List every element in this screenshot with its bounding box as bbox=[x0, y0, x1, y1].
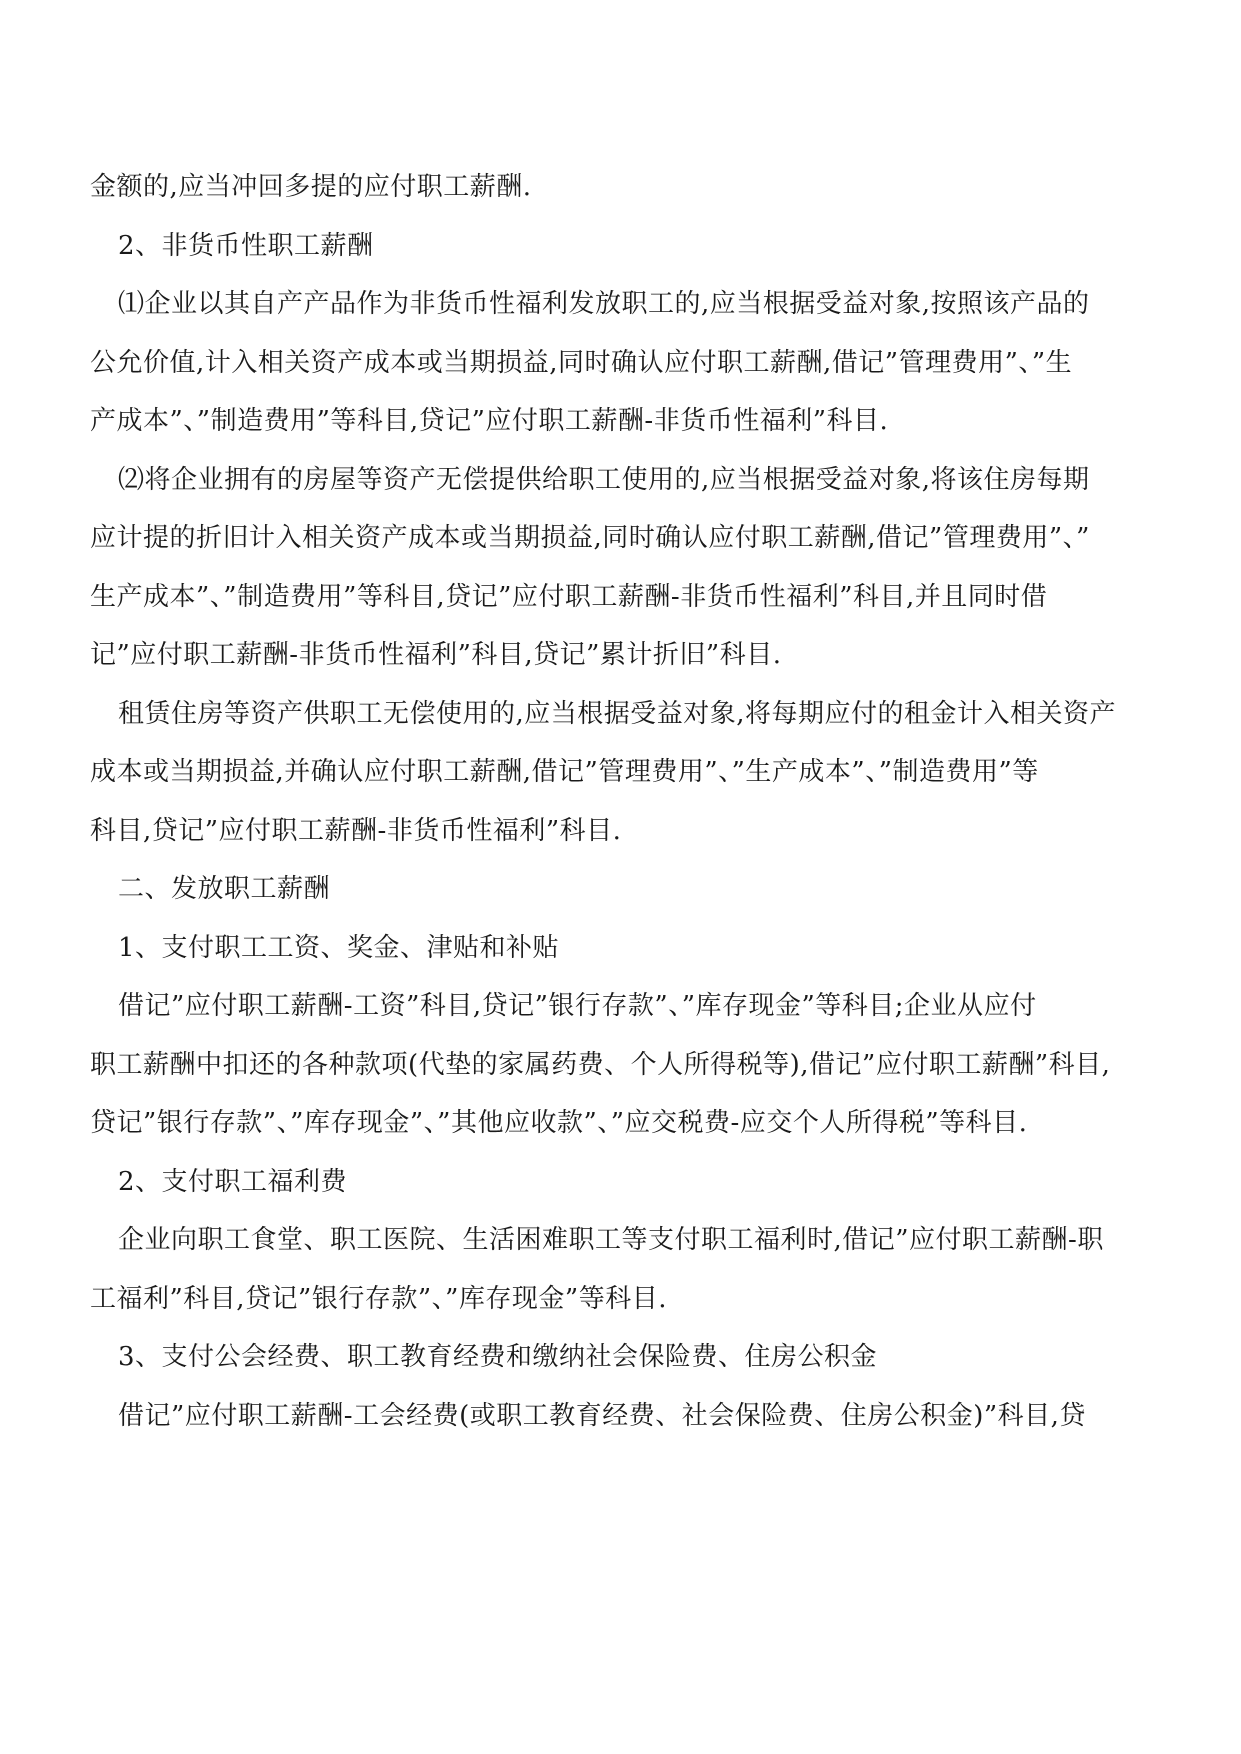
text-line: 企业向职工食堂、职工医院、生活困难职工等支付职工福利时,借记”应付职工薪酬-职 bbox=[118, 1225, 1104, 1255]
text-line: ⑴企业以其自产产品作为非货币性福利发放职工的,应当根据受益对象,按照该产品的 bbox=[118, 289, 1090, 319]
text-line: ⑵将企业拥有的房屋等资产无偿提供给职工使用的,应当根据受益对象,将该住房每期 bbox=[118, 464, 1090, 495]
section-heading: 3、支付公会经费、职工教育经费和缴纳社会保险费、住房公积金 bbox=[118, 1342, 878, 1372]
document-body bbox=[90, 158, 1156, 1445]
section-heading: 2、非货币性职工薪酬 bbox=[118, 230, 374, 261]
text-line: 贷记”银行存款”、”库存现金”、”其他应收款”、”应交税费-应交个人所得税”等科目. bbox=[90, 1108, 1028, 1138]
text-line: 工福利”科目,贷记”银行存款”、”库存现金”等科目. bbox=[90, 1283, 667, 1314]
section-heading: 1、支付职工工资、奖金、津贴和补贴 bbox=[118, 932, 560, 963]
text-line: 职工薪酬中扣还的各种款项(代垫的家属药费、个人所得税等),借记”应付职工薪酬”科目, bbox=[90, 1049, 1111, 1080]
text-line: 记”应付职工薪酬-非货币性福利”科目,贷记”累计折旧”科目. bbox=[90, 640, 782, 670]
text-line: 借记”应付职工薪酬-工资”科目,贷记”银行存款”、”库存现金”等科目;企业从应付 bbox=[118, 991, 1037, 1021]
text-line: 应计提的折旧计入相关资产成本或当期损益,同时确认应付职工薪酬,借记”管理费用”、” bbox=[90, 523, 1090, 553]
section-heading: 2、支付职工福利费 bbox=[118, 1166, 348, 1197]
section-heading: 二、发放职工薪酬 bbox=[118, 874, 331, 904]
text-line: 产成本”、”制造费用”等科目,贷记”应付职工薪酬-非货币性福利”科目. bbox=[90, 406, 889, 436]
text-line: 生产成本”、”制造费用”等科目,贷记”应付职工薪酬-非货币性福利”科目,并且同时借 bbox=[90, 581, 1048, 612]
text-line: 成本或当期损益,并确认应付职工薪酬,借记”管理费用”、”生产成本”、”制造费用”等 bbox=[90, 757, 1039, 787]
text-line: 科目,贷记”应付职工薪酬-非货币性福利”科目. bbox=[90, 815, 622, 846]
text-line: 租赁住房等资产供职工无偿使用的,应当根据受益对象,将每期应付的租金计入相关资产 bbox=[118, 698, 1117, 729]
text-line: 借记”应付职工薪酬-工会经费(或职工教育经费、社会保险费、住房公积金)”科目,贷 bbox=[118, 1400, 1086, 1431]
text-line: 公允价值,计入相关资产成本或当期损益,同时确认应付职工薪酬,借记”管理费用”、”生 bbox=[90, 347, 1073, 378]
text-line: 金额的,应当冲回多提的应付职工薪酬. bbox=[90, 172, 532, 202]
